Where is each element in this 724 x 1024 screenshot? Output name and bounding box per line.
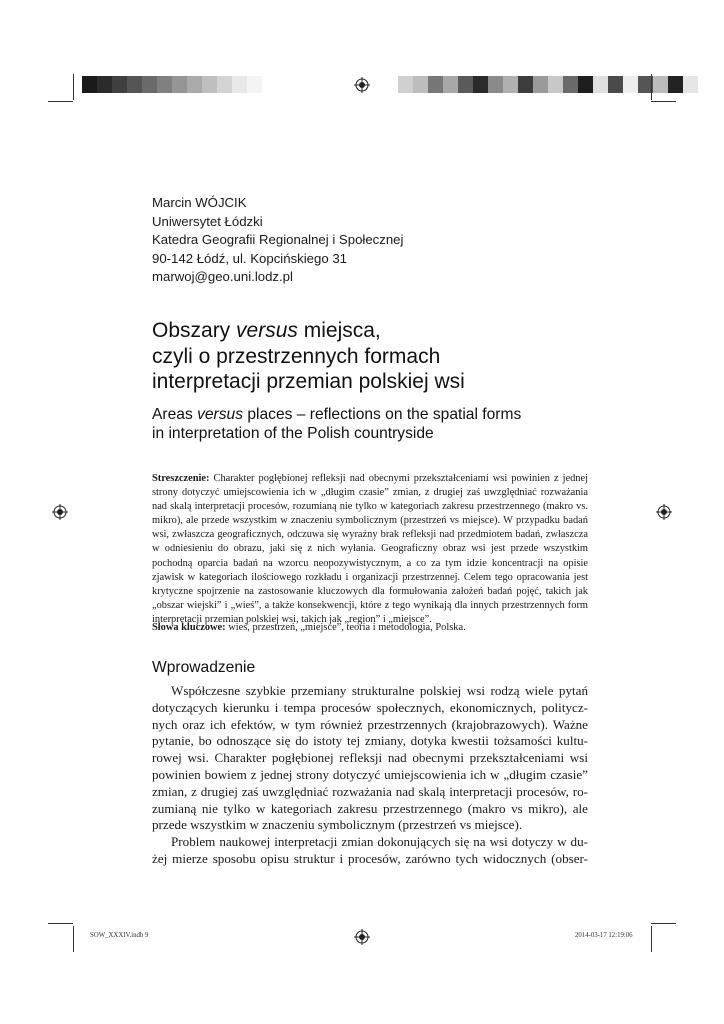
text-line: Współczesne szybkie przemiany strukturalne polskiej wsi rodzą wiele pytań <box>171 683 588 698</box>
subtitle-line: in interpretation of the Polish countryside <box>152 424 434 442</box>
keywords <box>152 621 588 635</box>
color-swatch <box>488 76 503 93</box>
color-swatch <box>142 76 157 93</box>
color-bar-right <box>398 76 698 93</box>
subtitle-line: Areas versus places – reflections on the spatial forms <box>152 406 522 423</box>
crop-mark <box>48 101 73 102</box>
color-swatch <box>503 76 518 93</box>
footer-file-info: SOW_XXXIV.indb 9 <box>90 932 149 939</box>
author-address: 90-142 Łódź, ul. Kopcińskiego 31 <box>152 250 348 266</box>
text-line: nych oraz ich efektów, w tym również przestrzennych (krajobrazowych). Ważne <box>152 716 588 732</box>
abstract <box>152 472 588 627</box>
author-department: Katedra Geografii Regionalnej i Społecznej <box>152 232 404 248</box>
color-swatch <box>202 76 217 93</box>
registration-mark-icon <box>52 504 68 520</box>
title-line: czyli o przestrzennych formach <box>152 344 441 368</box>
registration-mark-icon <box>354 929 370 945</box>
text-line: przede wszystkim w znaczeniu symbolicznym (przestrzeń vs miejsce). <box>152 817 523 833</box>
crop-mark <box>73 74 74 100</box>
body-text <box>152 683 588 868</box>
color-swatch <box>112 76 127 93</box>
color-swatch <box>157 76 172 93</box>
text-line: powinien bowiem z jednej strony dotyczyć umiejscowienia ich w „długim czasie” <box>152 766 588 782</box>
color-swatch <box>428 76 443 93</box>
color-swatch <box>548 76 563 93</box>
color-swatch <box>97 76 112 93</box>
crop-mark <box>73 926 74 952</box>
color-swatch <box>533 76 548 93</box>
footer-timestamp: 2014-03-17 12:19:06 <box>575 932 633 939</box>
author-name: Marcin WÓJCIK <box>152 195 247 210</box>
color-swatch <box>82 76 97 93</box>
color-swatch <box>563 76 578 93</box>
registration-mark-icon <box>656 504 672 520</box>
crop-mark <box>48 923 73 924</box>
color-swatch <box>247 76 262 93</box>
author-email: marwoj@geo.uni.lodz.pl <box>152 269 293 285</box>
keywords-text: wieś, przestrzeń, „miejsce”, teoria i metodologia, Polska. <box>225 622 466 633</box>
color-swatch <box>608 76 623 93</box>
color-swatch <box>413 76 428 93</box>
author-block <box>152 194 403 287</box>
color-swatch <box>458 76 473 93</box>
crop-mark <box>651 101 676 102</box>
color-swatch <box>232 76 247 93</box>
abstract-text: Charakter pogłębionej refleksji nad obecnymi przekształceniami wsi powinien z jednej strony dotyczyć umiejscowienia ich w „długim czasie” zmian, z drugiej zaś uwzględniać rozważania nad skalą interpretacji procesów, rozumianą nie tylko w kategoriach zakresu przestrzennego (makro vs. mikro), ale przede wszystkim w znaczeniu symbolicznym (przestrzeń vs miejsce). W przypadku badań wsi, zwłaszcza geograficznych, odczuwa się wyraźny brak refleksji nad przedmiotem badań, zwłaszcza w odniesieniu do obrazu, jaki się z nich wyłania. Geograficzny obraz wsi jest przede wszystkim pochodną oparcia badań na wzorcu neopozywistycznym, a co za tym idzie koncentracji na opisie zjawisk w kategoriach ilościowego rozkładu i organizacji przestrzennej. Celem tego opracowania jest krytyczne spojrzenie na zastosowanie kluczowych dla formułowania założeń badań pojęć, takich jak „obszar wiejski” i „wieś”, a także konsekwencji, które z tego wynikają dla innych przestrzennych form interpretacji przemian polskiej wsi, takich jak „region” i „miejsce”. <box>152 473 588 625</box>
abstract-label: Streszczenie: <box>152 473 210 484</box>
keywords-label: Słowa kluczowe: <box>152 622 226 633</box>
text-line: zumianą nie tylko w kategoriach zakresu przestrzennego (makro vs mikro), ale <box>152 800 588 816</box>
text-line: Problem naukowej interpretacji zmian dokonujących się na wsi dotyczy w du- <box>171 834 588 850</box>
color-swatch <box>668 76 683 93</box>
color-bar-left <box>82 76 262 93</box>
color-swatch <box>172 76 187 93</box>
title-line: interpretacji przemian polskiej wsi <box>152 370 465 393</box>
paragraph <box>152 683 588 834</box>
text-line: zmian, z drugiej zaś uwzględniać rozważania nad skalą interpretacji procesów, ro- <box>152 783 588 799</box>
color-swatch <box>623 76 638 93</box>
registration-mark-icon <box>354 77 370 93</box>
title-line: Obszary versus miejsca, <box>152 319 381 342</box>
color-swatch <box>398 76 413 93</box>
color-swatch <box>187 76 202 93</box>
color-swatch <box>443 76 458 93</box>
color-swatch <box>217 76 232 93</box>
paragraph <box>152 834 588 868</box>
crop-mark <box>651 74 652 100</box>
color-swatch <box>518 76 533 93</box>
page-title <box>152 318 465 395</box>
color-swatch <box>653 76 668 93</box>
color-swatch <box>593 76 608 93</box>
crop-mark <box>651 923 676 924</box>
text-line: żej mierze sposobu opisu struktur i procesów, zarówno tych widocznych (obser- <box>152 850 588 866</box>
text-line: rowej wsi. Charakter pogłębionej refleksji nad obecnymi przekształceniami wsi <box>152 750 588 766</box>
color-swatch <box>473 76 488 93</box>
color-swatch <box>683 76 698 93</box>
color-swatch <box>127 76 142 93</box>
text-line: dotyczących kierunku i tempa procesów społecznych, ekonomicznych, politycz- <box>152 699 588 715</box>
section-heading: Wprowadzenie <box>152 659 256 676</box>
text-line: pytanie, bo odnoszące się do istoty tej zmiany, dotyka kwestii tożsamości kultu- <box>152 733 588 749</box>
color-swatch <box>578 76 593 93</box>
author-affiliation: Uniwersytet Łódzki <box>152 213 263 229</box>
crop-mark <box>651 926 652 952</box>
page-subtitle <box>152 406 521 443</box>
